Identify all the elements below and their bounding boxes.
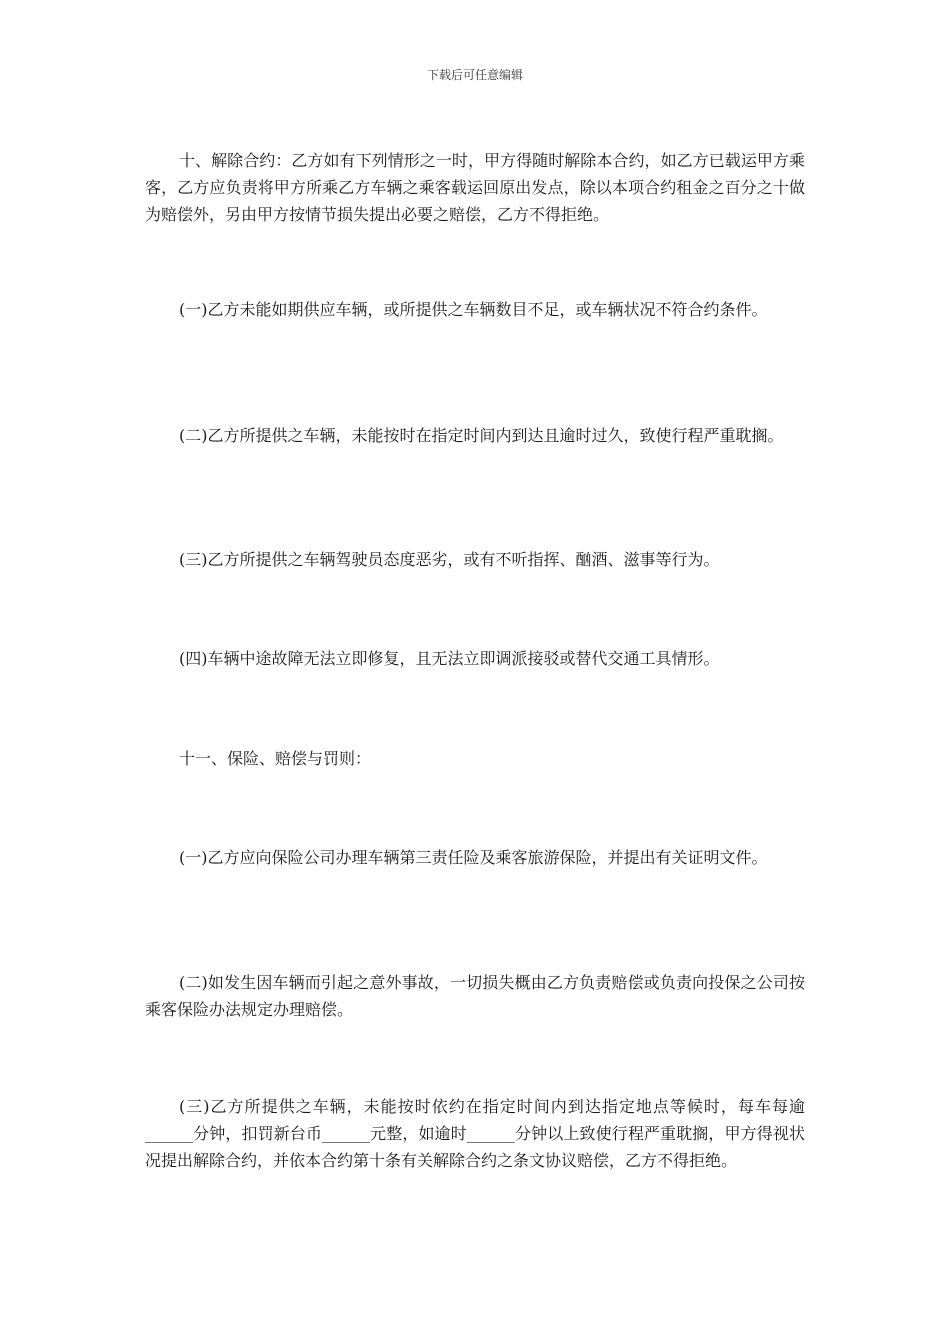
clause-10-item-4: (四)车辆中途故障无法立即修复，且无法立即调派接驳或替代交通工具情形。 bbox=[179, 649, 720, 668]
clause-10-item-3: (三)乙方所提供之车辆驾驶员态度恶劣，或有不听指挥、酗酒、滋事等行为。 bbox=[179, 550, 720, 569]
clause-10-item-1: (一)乙方未能如期供应车辆，或所提供之车辆数目不足，或车辆状况不符合约条件。 bbox=[179, 300, 768, 319]
clause-11-item-2: (二)如发生因车辆而引起之意外事故，一切损失概由乙方负责赔偿或负责向投保之公司按乘客保险办法规定办理赔偿。 bbox=[145, 973, 805, 1019]
clause-11-heading: 十一、保险、赔偿与罚则： bbox=[179, 749, 372, 768]
header-note: 下载后可任意编辑 bbox=[426, 68, 523, 82]
clause-11-item-1: (一)乙方应向保险公司办理车辆第三责任险及乘客旅游保险，并提出有关证明文件。 bbox=[179, 848, 768, 867]
clause-10-paragraph: 十、解除合约：乙方如有下列情形之一时，甲方得随时解除本合约，如乙方已载运甲方乘客，乙方应负责将甲方所乘乙方车辆之乘客载运回原出发点，除以本项合约租金之百分之十做为赔偿外，另由甲方按情节损失提出必要之赔偿，乙方不得拒绝。 bbox=[145, 151, 805, 224]
clause-11-item-3: (三)乙方所提供之车辆，未能按时依约在指定时间内到达指定地点等候时，每车每逾______分钟，扣罚新台币______元整，如逾时______分钟以上致使行程严重耽搁，甲方得视状况提出解除合约，并依本合约第十条有关解除合约之条文协议赔偿，乙方不得拒绝。 bbox=[145, 1097, 805, 1170]
clause-10-item-2: (二)乙方所提供之车辆，未能按时在指定时间内到达且逾时过久，致使行程严重耽搁。 bbox=[179, 426, 784, 445]
